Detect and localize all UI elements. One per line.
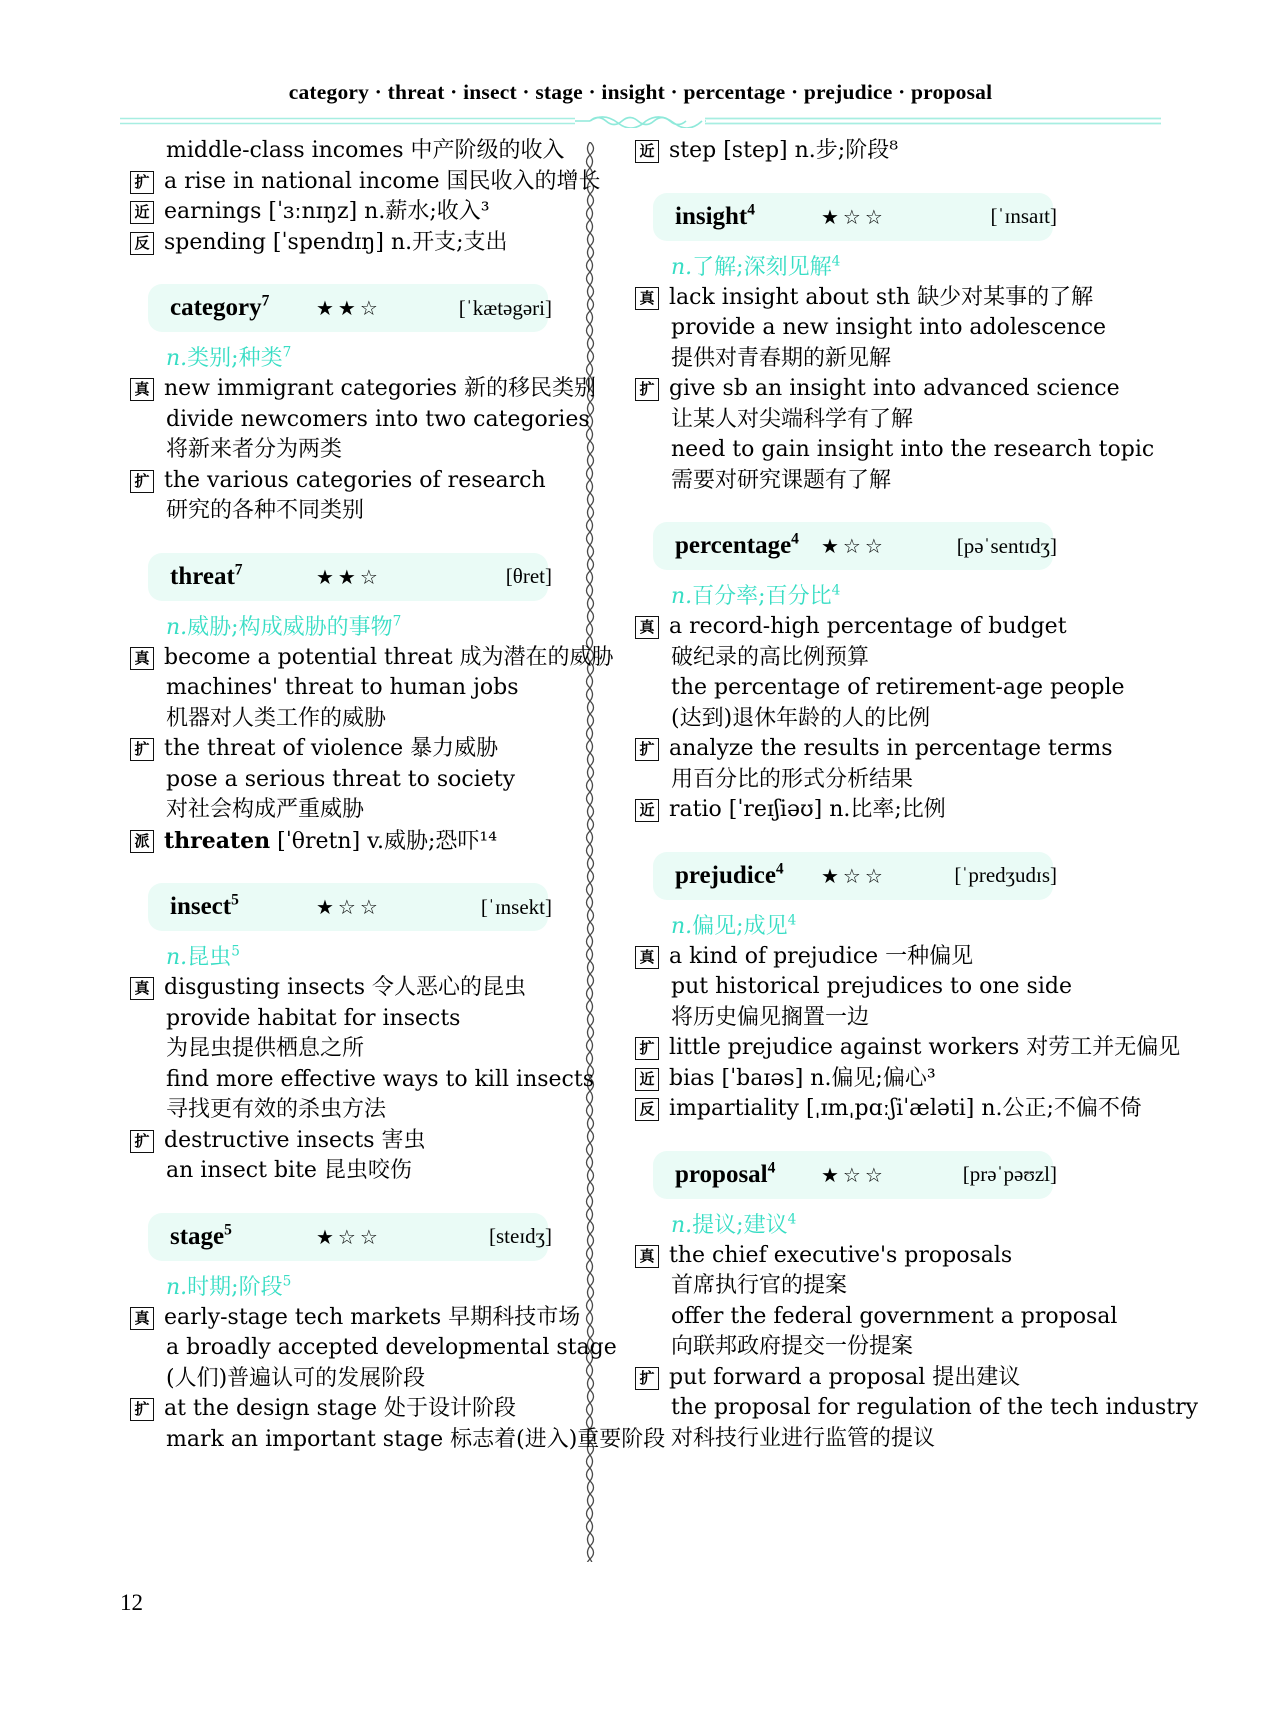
example-text: find more effective ways to kill insects xyxy=(166,1066,595,1092)
header-gap xyxy=(635,241,1080,253)
phonetic-transcription: [ˈɪnsaɪt] xyxy=(990,204,1057,228)
phonetic-transcription: [ˈɪnsekt] xyxy=(480,894,552,919)
header-gap xyxy=(130,601,570,613)
example-text: 为昆虫提供栖息之所 xyxy=(166,1036,365,1061)
definition-sup: 4 xyxy=(787,1211,797,1228)
part-of-speech: n. xyxy=(166,346,188,371)
example-line xyxy=(130,405,590,436)
phonetic-transcription: [pəˈsentɪdʒ] xyxy=(956,533,1057,558)
example-line xyxy=(130,1364,570,1395)
tag-badge-真: 真 xyxy=(635,287,659,310)
example-line xyxy=(635,313,1107,344)
example-text: the percentage of retirement-age people xyxy=(671,675,1125,700)
example-text: threaten [ˈθretn] v.威胁;恐吓¹⁴ xyxy=(164,827,498,854)
example-line xyxy=(635,1332,1080,1363)
word-header-percentage[interactable] xyxy=(653,522,1057,570)
left-column xyxy=(130,136,666,1455)
example-text: the chief executive's proposals xyxy=(669,1242,1013,1268)
part-of-speech: n. xyxy=(671,254,693,280)
headword: stage$^5$ xyxy=(170,1221,232,1250)
example-text: put forward a proposal 提出建议 xyxy=(669,1364,1021,1390)
example-text: disgusting insects 令人恶心的昆虫 xyxy=(164,975,527,1000)
tag-badge-近: 近 xyxy=(635,140,659,163)
definition-sup: 5 xyxy=(231,943,240,960)
vocab-entry-stage xyxy=(130,1187,666,1456)
example-line xyxy=(635,405,1080,436)
phonetic-transcription: [θret] xyxy=(505,564,552,588)
example-text: a broadly accepted developmental stage xyxy=(166,1335,617,1360)
example-line-tagged xyxy=(130,466,570,497)
definition-sup: 4 xyxy=(831,253,841,270)
example-text: offer the federal government a proposal xyxy=(671,1303,1118,1329)
definition-sup: 7 xyxy=(392,613,402,630)
word-header-threat[interactable] xyxy=(148,553,552,601)
example-line xyxy=(635,765,1080,796)
example-text: 破纪录的高比例预算 xyxy=(671,644,870,670)
part-of-speech: n. xyxy=(671,584,693,609)
example-line xyxy=(635,1424,1080,1455)
example-text: bias [ˈbaɪəs] n.偏见;偏心³ xyxy=(669,1065,936,1091)
word-header-prejudice[interactable] xyxy=(653,852,1057,900)
example-text: a record-high percentage of budget xyxy=(669,614,1067,639)
example-text: need to gain insight into the research topic xyxy=(671,437,1155,462)
example-text: step [step] n.步;阶段⁸ xyxy=(669,138,899,163)
example-line xyxy=(635,673,1125,704)
example-line xyxy=(130,795,570,826)
tag-badge-扩: 扩 xyxy=(635,1367,659,1390)
example-line-tagged xyxy=(130,734,570,765)
example-text: divide newcomers into two categories xyxy=(166,406,590,432)
example-line-tagged xyxy=(635,1363,1080,1394)
entry-spacer xyxy=(635,496,1080,522)
phonetic-transcription: [ˈpredʒudɪs] xyxy=(954,863,1057,887)
entry-spacer xyxy=(635,167,1080,193)
example-line-tagged xyxy=(635,612,1080,643)
example-text: impartiality [ˌɪmˌpɑːʃiˈæləti] n.公正;不偏不倚 xyxy=(669,1096,1142,1121)
headword-sup: 4 xyxy=(775,860,784,878)
example-text: 用百分比的形式分析结果 xyxy=(671,766,914,792)
headword: category$^7$ xyxy=(170,292,270,321)
example-text: give sb an insight into advanced science xyxy=(669,376,1120,401)
header-gap xyxy=(130,1261,570,1273)
word-header-stage[interactable] xyxy=(148,1213,552,1261)
vocab-entry-proposal xyxy=(635,1125,1199,1455)
tag-badge-派: 派 xyxy=(130,830,154,853)
example-text: early-stage tech markets 早期科技市场 xyxy=(164,1304,581,1330)
definition-sup: 7 xyxy=(282,344,292,361)
tag-badge-扩: 扩 xyxy=(635,1037,659,1060)
example-line xyxy=(635,466,1080,497)
vocab-entry-percentage xyxy=(635,496,1125,826)
header-gap xyxy=(130,332,570,344)
example-text: destructive insects 害虫 xyxy=(164,1127,426,1153)
example-line-tagged xyxy=(130,228,570,259)
example-text: (人们)普遍认可的发展阶段 xyxy=(166,1365,426,1391)
example-text: mark an important stage 标志着(进入)重要阶段 xyxy=(166,1426,666,1452)
example-line xyxy=(130,1156,570,1187)
tag-badge-扩: 扩 xyxy=(130,470,154,493)
page-body xyxy=(120,136,1199,1566)
headword: threat$^7$ xyxy=(170,561,243,590)
example-line-tagged xyxy=(130,1303,581,1334)
example-text: lack insight about sth 缺少对某事的了解 xyxy=(669,284,1094,310)
headword-sup: 4 xyxy=(767,1159,776,1177)
example-line xyxy=(130,136,570,167)
example-line-tagged xyxy=(635,795,1080,826)
tag-badge-真: 真 xyxy=(130,378,154,401)
tag-badge-近: 近 xyxy=(635,1068,659,1091)
star-rating: ★☆☆ xyxy=(821,204,887,229)
example-text: put historical prejudices to one side xyxy=(671,974,1072,999)
example-line-tagged xyxy=(635,942,1080,973)
example-line xyxy=(130,1425,666,1456)
example-line xyxy=(635,972,1080,1003)
tag-badge-扩: 扩 xyxy=(635,738,659,761)
example-line xyxy=(635,1302,1118,1333)
definition-sup: 4 xyxy=(787,912,797,929)
definition-line: n.威胁;构成威胁的事物$^7$ xyxy=(166,613,402,640)
entry-spacer xyxy=(130,527,570,553)
tag-badge-反: 反 xyxy=(635,1098,659,1121)
example-line xyxy=(130,1333,617,1364)
example-text: earnings [ˈɜːnɪŋz] n.薪水;收入³ xyxy=(164,199,490,224)
example-line xyxy=(130,1095,570,1126)
definition-line: n.了解;深刻见解$^4$ xyxy=(671,253,841,280)
running-head xyxy=(0,80,1281,105)
example-line-tagged xyxy=(130,167,601,198)
entry-spacer xyxy=(130,857,570,883)
example-text: 需要对研究课题有了解 xyxy=(671,467,892,493)
tag-badge-真: 真 xyxy=(635,616,659,639)
headword: proposal$^4$ xyxy=(675,1159,776,1188)
example-line xyxy=(130,1034,570,1065)
star-rating: ★☆☆ xyxy=(316,1224,382,1249)
example-line-tagged xyxy=(635,1094,1142,1125)
right-column xyxy=(635,136,1199,1454)
tag-badge-扩: 扩 xyxy=(130,1398,154,1421)
tag-badge-真: 真 xyxy=(130,977,154,1000)
definition-line: n.类别;种类$^7$ xyxy=(166,344,292,371)
headword-sup: 7 xyxy=(234,561,243,579)
example-text: analyze the results in percentage terms xyxy=(669,736,1113,761)
phonetic-transcription: [ˈkætəgəri] xyxy=(458,295,552,320)
star-rating: ★☆☆ xyxy=(821,1162,887,1187)
vocab-entry-prejudice xyxy=(635,826,1181,1125)
example-text: 将新来者分为两类 xyxy=(166,437,343,462)
example-text: pose a serious threat to society xyxy=(166,766,516,792)
example-line xyxy=(130,1004,570,1035)
part-of-speech: n. xyxy=(166,1274,188,1300)
example-text: 对科技行业进行监管的提议 xyxy=(671,1425,936,1451)
example-text: the various categories of research xyxy=(164,467,546,493)
phonetic-transcription: [prəˈpəʊzl] xyxy=(962,1162,1057,1186)
tag-badge-扩: 扩 xyxy=(130,738,154,761)
example-text: provide a new insight into adolescence xyxy=(671,315,1107,340)
tag-badge-扩: 扩 xyxy=(130,171,154,194)
tag-badge-近: 近 xyxy=(130,201,154,224)
example-text: spending [ˈspendɪŋ] n.开支;支出 xyxy=(164,229,508,255)
entry-spacer xyxy=(130,258,570,284)
definition-sup: 4 xyxy=(831,582,841,599)
tag-badge-扩: 扩 xyxy=(635,378,659,401)
tag-badge-真: 真 xyxy=(635,1245,659,1268)
example-line xyxy=(130,1065,595,1096)
phonetic-transcription: [steɪdʒ] xyxy=(489,1224,552,1248)
tag-badge-近: 近 xyxy=(635,799,659,822)
example-line-tagged xyxy=(635,136,1080,167)
example-line-tagged xyxy=(130,826,570,858)
vocab-entry-threat xyxy=(130,527,614,858)
header-gap xyxy=(635,1199,1080,1211)
example-line xyxy=(635,344,1080,375)
example-text: a rise in national income 国民收入的增长 xyxy=(164,168,601,194)
headword-sup: 5 xyxy=(231,891,239,909)
tag-badge-扩: 扩 xyxy=(130,1130,154,1153)
header-divider-rule xyxy=(120,114,1161,128)
example-line-tagged xyxy=(635,1033,1181,1064)
running-head-text: category · threat · insect · stage · insight · percentage · prejudice · proposal xyxy=(288,80,993,104)
example-line xyxy=(130,673,570,704)
example-line-tagged xyxy=(130,973,570,1004)
example-line-tagged xyxy=(130,374,597,405)
example-line xyxy=(635,435,1155,466)
example-line xyxy=(130,435,570,466)
headword: prejudice$^4$ xyxy=(675,860,784,889)
headword-sup: 5 xyxy=(224,1221,232,1239)
header-gap xyxy=(635,570,1080,582)
example-text: 让某人对尖端科学有了解 xyxy=(671,406,914,432)
tag-badge-真: 真 xyxy=(130,647,154,670)
example-line xyxy=(635,1271,1080,1302)
example-line xyxy=(635,704,1080,735)
example-text: become a potential threat 成为潜在的威胁 xyxy=(164,644,614,670)
example-line xyxy=(130,704,570,735)
definition-line: n.时期;阶段$^5$ xyxy=(166,1273,292,1300)
example-line xyxy=(130,496,570,527)
example-text: 首席执行官的提案 xyxy=(671,1273,848,1298)
word-header-insect[interactable] xyxy=(148,883,552,931)
headword: insect$^5$ xyxy=(170,891,239,920)
example-line xyxy=(130,765,570,796)
headword-sup: 4 xyxy=(747,201,756,219)
page-number: 12 xyxy=(120,1590,143,1615)
part-of-speech: n. xyxy=(166,614,188,640)
word-header-category[interactable] xyxy=(148,284,552,332)
tag-badge-真: 真 xyxy=(130,1307,154,1330)
example-line-tagged xyxy=(635,1064,1080,1095)
definition-line: n.偏见;成见$^4$ xyxy=(671,912,797,939)
star-rating: ★☆☆ xyxy=(316,895,382,919)
definition-sup: 5 xyxy=(282,1273,292,1290)
example-text: (达到)退休年龄的人的比例 xyxy=(671,705,931,731)
word-header-proposal[interactable] xyxy=(653,1151,1057,1199)
entry-spacer xyxy=(635,1125,1080,1151)
example-line xyxy=(635,1003,1080,1034)
example-text: 研究的各种不同类别 xyxy=(166,498,365,523)
example-line-tagged xyxy=(130,197,570,228)
part-of-speech: n. xyxy=(671,1212,693,1238)
vocab-entry-insight xyxy=(635,167,1155,497)
derived-word: threaten xyxy=(164,827,271,854)
example-line xyxy=(635,643,1080,674)
word-header-insight[interactable] xyxy=(653,193,1057,241)
example-line-tagged xyxy=(130,643,614,674)
example-line-tagged xyxy=(130,1126,570,1157)
headword: insight$^4$ xyxy=(675,201,756,230)
star-rating: ★★☆ xyxy=(316,296,382,320)
definition-line: n.昆虫$^5$ xyxy=(166,943,240,970)
example-line-tagged xyxy=(635,1241,1080,1272)
entry-spacer xyxy=(635,826,1080,852)
example-text: little prejudice against workers 对劳工并无偏见 xyxy=(669,1035,1181,1060)
example-text: 将历史偏见搁置一边 xyxy=(671,1004,870,1030)
example-text: ratio [ˈreɪʃiəʊ] n.比率;比例 xyxy=(669,797,946,822)
tag-badge-真: 真 xyxy=(635,946,659,969)
star-rating: ★★☆ xyxy=(316,564,382,589)
example-text: the threat of violence 暴力威胁 xyxy=(164,736,499,761)
header-gap xyxy=(130,931,570,943)
example-text: provide habitat for insects xyxy=(166,1005,461,1031)
example-text: 机器对人类工作的威胁 xyxy=(166,705,387,731)
headword-sup: 4 xyxy=(791,530,799,548)
vocab-entry-insect xyxy=(130,857,595,1187)
example-line-tagged xyxy=(635,734,1113,765)
example-text: 对社会构成严重威胁 xyxy=(166,797,365,822)
example-text: at the design stage 处于设计阶段 xyxy=(164,1396,516,1421)
example-text: a kind of prejudice 一种偏见 xyxy=(669,943,974,969)
example-text: the proposal for regulation of the tech industry xyxy=(671,1395,1199,1420)
header-gap xyxy=(635,900,1080,912)
headword: percentage$^4$ xyxy=(675,530,799,559)
star-rating: ★☆☆ xyxy=(821,863,887,888)
example-line-tagged xyxy=(130,1394,570,1425)
entry-spacer xyxy=(130,1187,570,1213)
example-line-tagged xyxy=(635,283,1094,314)
example-text: an insect bite 昆虫咬伤 xyxy=(166,1158,412,1183)
example-text: 提供对青春期的新见解 xyxy=(671,345,892,371)
example-line xyxy=(635,1393,1199,1424)
headword-sup: 7 xyxy=(261,292,270,310)
definition-line: n.百分率;百分比$^4$ xyxy=(671,582,841,609)
part-of-speech: n. xyxy=(671,913,693,939)
example-text: machines' threat to human jobs xyxy=(166,675,519,700)
part-of-speech: n. xyxy=(166,945,188,970)
example-text: new immigrant categories 新的移民类别 xyxy=(164,376,597,401)
vocab-entry-category xyxy=(130,258,597,527)
example-text: middle-class incomes 中产阶级的收入 xyxy=(166,138,565,163)
tag-badge-反: 反 xyxy=(130,232,154,255)
example-line-tagged xyxy=(635,374,1120,405)
example-text: 向联邦政府提交一份提案 xyxy=(671,1334,914,1359)
star-rating: ★☆☆ xyxy=(821,534,887,558)
definition-line: n.提议;建议$^4$ xyxy=(671,1211,797,1238)
example-text: 寻找更有效的杀虫方法 xyxy=(166,1097,387,1122)
